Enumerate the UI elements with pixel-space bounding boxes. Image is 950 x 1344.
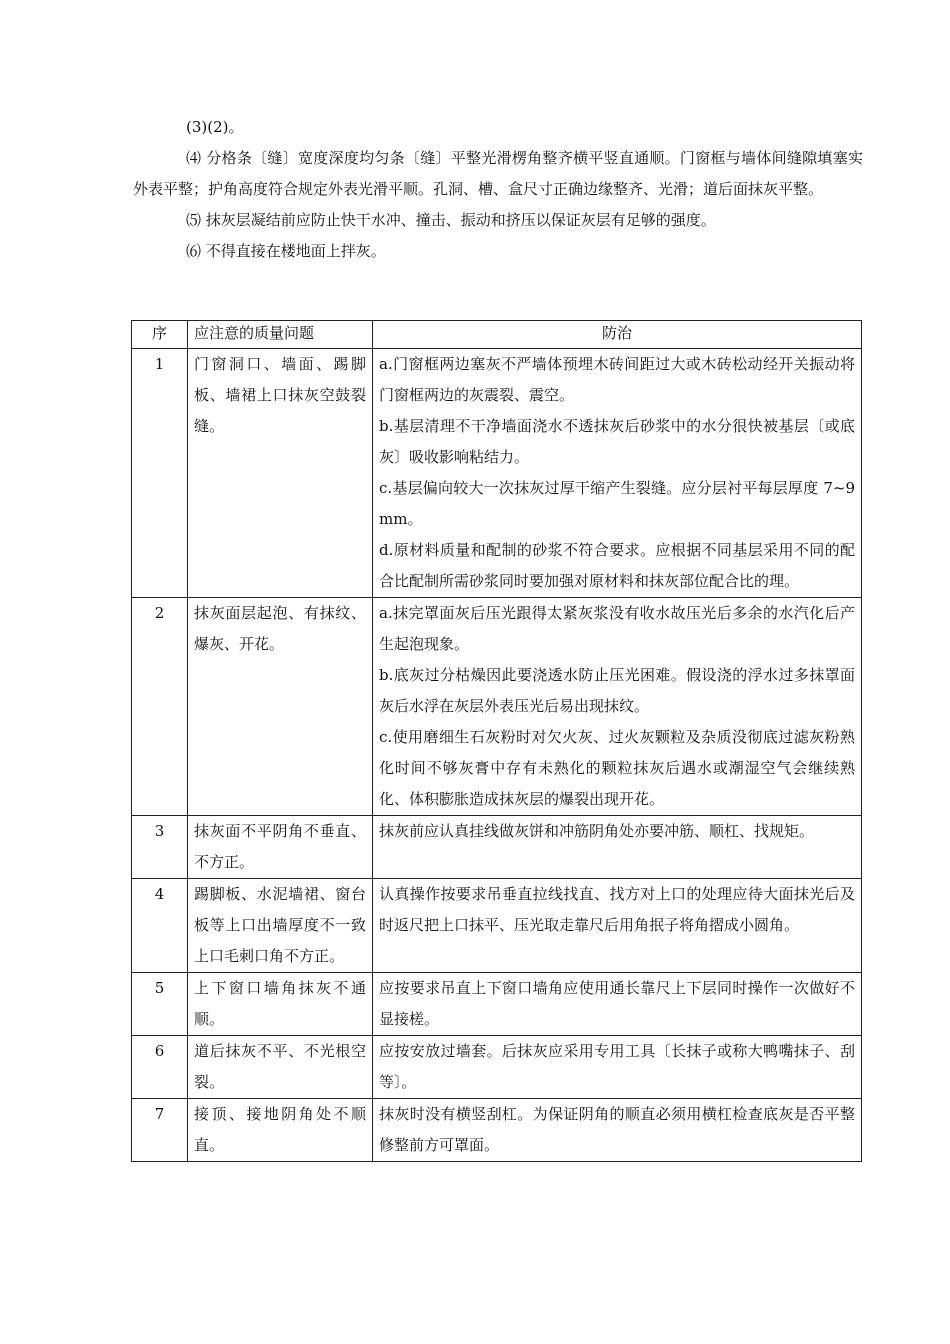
row-remedy [373, 349, 862, 598]
remedy-item: 认真操作按要求吊垂直拉线找直、找方对上口的处理应待大面抹光后及时返尺把上口抹平、压光取走靠尺后用角抿子将角摺成小圆角。 [379, 885, 855, 934]
row-number: 2 [132, 598, 188, 816]
remedy-item: 应按要求吊直上下窗口墙角应使用通长靠尺上下层同时操作一次做好不显接槎。 [379, 979, 855, 1028]
table-row [132, 349, 862, 598]
row-remedy [373, 973, 862, 1036]
row-issue: 上下窗口墙角抹灰不通顺。 [188, 973, 373, 1036]
row-issue: 接顶、接地阴角处不顺直。 [188, 1099, 373, 1162]
row-issue: 踢脚板、水泥墙裙、窗台板等上口出墙厚度不一致上口毛刺口角不方正。 [188, 879, 373, 973]
row-remedy [373, 1036, 862, 1099]
row-remedy [373, 1099, 862, 1162]
remedy-item: 抹灰时没有横竖刮杠。为保证阴角的顺直必须用横杠检查底灰是否平整修整前方可罩面。 [379, 1105, 855, 1154]
table-row [132, 598, 862, 816]
remedy-item: d.原材料质量和配制的砂浆不符合要求。应根据不同基层采用不同的配合比配制所需砂浆同时要加强对原材料和抹灰部位配合比的理。 [379, 541, 855, 590]
remedy-item: 抹灰前应认真挂线做灰饼和冲筋阴角处亦要冲筋、顺杠、找规矩。 [379, 822, 815, 840]
row-number: 5 [132, 973, 188, 1036]
row-number: 7 [132, 1099, 188, 1162]
paragraph-item-5: ⑸ 抹灰层凝结前应防止快干水冲、撞击、振动和挤压以保证灰层有足够的强度。 [186, 211, 716, 229]
row-remedy [373, 598, 862, 816]
row-number: 6 [132, 1036, 188, 1099]
row-number: 1 [132, 349, 188, 598]
header-issue: 应注意的质量问题 [188, 321, 373, 349]
remedy-item: c.使用磨细生石灰粉时对欠火灰、过火灰颗粒及杂质没彻底过滤灰粉熟化时间不够灰膏中存有未熟化的颗粒抹灰后遇水或潮湿空气会继续熟化、体积膨胀造成抹灰层的爆裂出现开花。 [379, 728, 855, 808]
remedy-item: a.门窗框两边塞灰不严墙体预埋木砖间距过大或木砖松动经开关振动将门窗框两边的灰震裂、震空。 [379, 355, 855, 404]
row-issue: 道后抹灰不平、不光根空裂。 [188, 1036, 373, 1099]
table-row [132, 973, 862, 1036]
row-remedy [373, 879, 862, 973]
body-text [133, 112, 863, 267]
remedy-item: 应按安放过墙套。后抹灰应采用专用工具〔长抹子或称大鸭嘴抹子、刮等〕。 [379, 1042, 855, 1091]
table-header-row [132, 321, 862, 349]
header-number: 序 [132, 321, 188, 349]
remedy-item: c.基层偏向较大一次抹灰过厚干缩产生裂缝。应分层衬平每层厚度 7~9 mm。 [379, 479, 855, 528]
table-row [132, 816, 862, 879]
quality-issues-table [131, 320, 862, 1162]
remedy-item: a.抹完罩面灰后压光跟得太紧灰浆没有收水故压光后多余的水汽化后产生起泡现象。 [379, 604, 855, 653]
paragraph-item-6: ⑹ 不得直接在楼地面上拌灰。 [186, 242, 386, 260]
row-issue: 门窗洞口、墙面、踢脚板、墙裙上口抹灰空鼓裂缝。 [188, 349, 373, 598]
table-row [132, 1036, 862, 1099]
row-issue: 抹灰面不平阴角不垂直、不方正。 [188, 816, 373, 879]
row-issue: 抹灰面层起泡、有抹纹、爆灰、开花。 [188, 598, 373, 816]
paragraph-item-4: ⑷ 分格条〔缝〕宽度深度均匀条〔缝〕平整光滑楞角整齐横平竖直通顺。门窗框与墙体间缝隙填塞实外表平整；护角高度符合规定外表光滑平顺。孔洞、槽、盒尺寸正确边缘整齐、光滑；道后面抹灰平整。 [133, 149, 863, 198]
paragraph-continuation: (3)(2)。 [186, 118, 244, 136]
remedy-item: b.基层清理不干净墙面浇水不透抹灰后砂浆中的水分很快被基层〔或底灰〕吸收影响粘结力。 [379, 417, 855, 466]
table-row [132, 879, 862, 973]
header-remedy: 防治 [373, 321, 862, 349]
row-number: 4 [132, 879, 188, 973]
remedy-item: b.底灰过分枯燥因此要浇透水防止压光困难。假设浇的浮水过多抹罩面灰后水浮在灰层外表压光后易出现抹纹。 [379, 666, 855, 715]
table-row [132, 1099, 862, 1162]
row-remedy [373, 816, 862, 879]
row-number: 3 [132, 816, 188, 879]
